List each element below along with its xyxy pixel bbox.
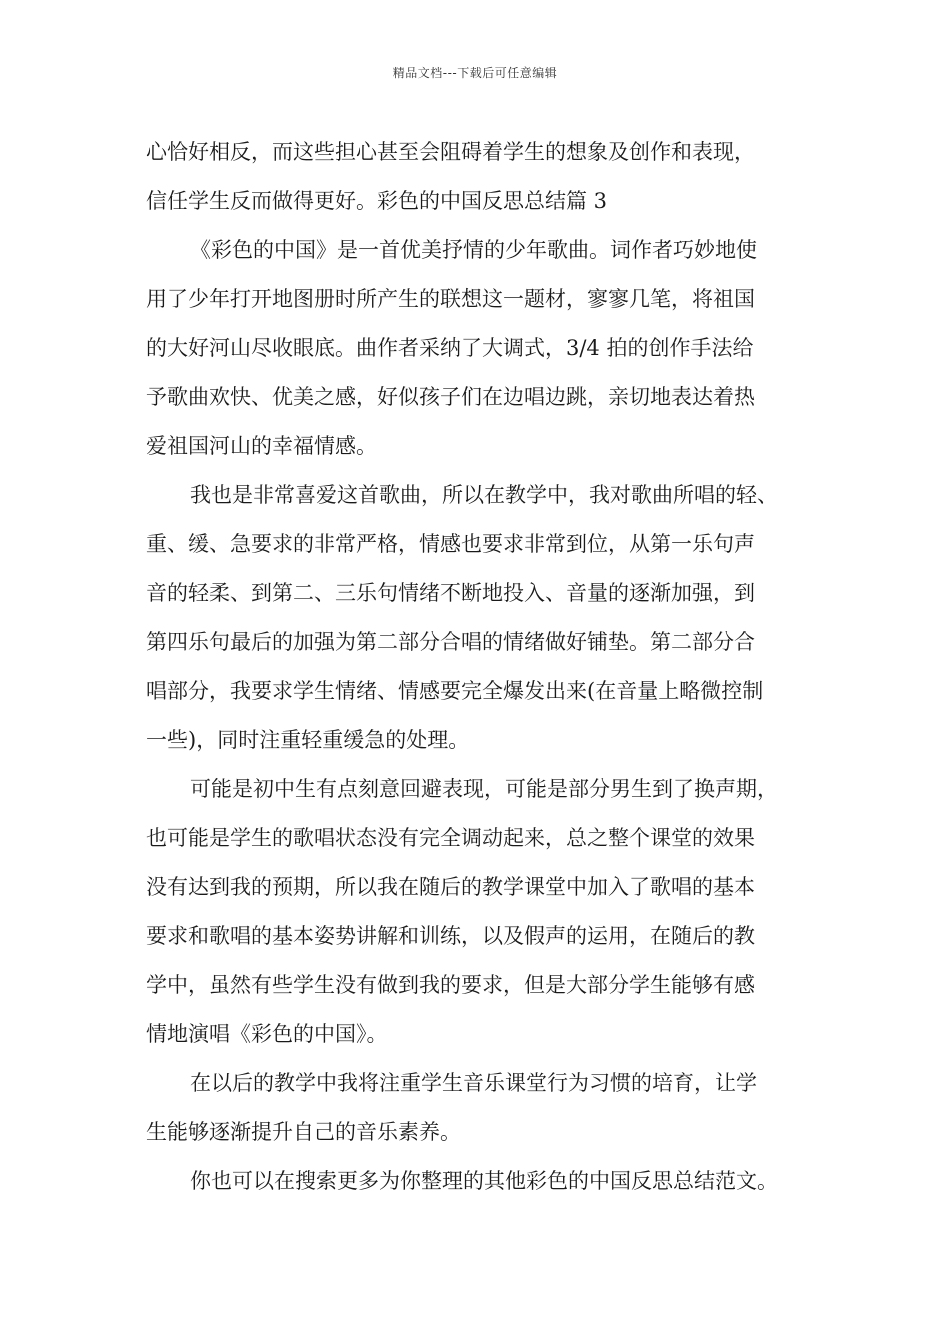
text-line: 我也是非常喜爱这首歌曲，所以在教学中，我对歌曲所唱的轻、 [190, 483, 778, 507]
text-line: 音的轻柔、到第二、三乐句情绪不断地投入、音量的逐渐加强，到 [146, 581, 755, 605]
paragraph-1 [146, 128, 826, 226]
text-line: 生能够逐渐提升自己的音乐素养。 [146, 1120, 461, 1144]
text-line: 也可能是学生的歌唱状态没有完全调动起来，总之整个课堂的效果 [146, 826, 755, 850]
text-line: 你也可以在搜索更多为你整理的其他彩色的中国反思总结范文。 [190, 1169, 778, 1193]
text-line: 用了少年打开地图册时所产生的联想这一题材，寥寥几笔，将祖国 [146, 287, 755, 311]
text-line: 唱部分，我要求学生情绪、情感要完全爆发出来(在音量上略微控制 [146, 679, 764, 703]
text-line: 一些)，同时注重轻重缓急的处理。 [146, 728, 470, 752]
text-line: 信任学生反而做得更好。彩色的中国反思总结篇 3 [146, 189, 608, 213]
text-line: 第四乐句最后的加强为第二部分合唱的情绪做好铺垫。第二部分合 [146, 630, 755, 654]
text-line: 的大好河山尽收眼底。曲作者采纳了大调式，3/4 拍的创作手法给 [146, 336, 754, 360]
document-body [146, 128, 826, 1206]
text-line: 在以后的教学中我将注重学生音乐课堂行为习惯的培育，让学 [190, 1071, 757, 1095]
text-line: 学中，虽然有些学生没有做到我的要求，但是大部分学生能够有感 [146, 973, 755, 997]
paragraph-4 [146, 765, 826, 1059]
text-line: 情地演唱《彩色的中国》。 [146, 1022, 388, 1046]
page-header: 精品文档---下载后可任意编辑 [392, 66, 558, 80]
text-line: 重、缓、急要求的非常严格，情感也要求非常到位，从第一乐句声 [146, 532, 755, 556]
text-line: 没有达到我的预期，所以我在随后的教学课堂中加入了歌唱的基本 [146, 875, 755, 899]
paragraph-6 [146, 1157, 826, 1206]
text-line: 要求和歌唱的基本姿势讲解和训练，以及假声的运用，在随后的教 [146, 924, 755, 948]
text-line: 予歌曲欢快、优美之感，好似孩子们在边唱边跳，亲切地表达着热 [146, 385, 755, 409]
paragraph-5 [146, 1059, 826, 1157]
paragraph-3 [146, 471, 826, 765]
text-line: 心恰好相反，而这些担心甚至会阻碍着学生的想象及创作和表现， [146, 140, 755, 164]
text-line: 可能是初中生有点刻意回避表现，可能是部分男生到了换声期， [190, 777, 778, 801]
text-line: 《彩色的中国》是一首优美抒情的少年歌曲。词作者巧妙地使 [190, 238, 757, 262]
paragraph-2 [146, 226, 826, 471]
text-line: 爱祖国河山的幸福情感。 [146, 434, 377, 458]
